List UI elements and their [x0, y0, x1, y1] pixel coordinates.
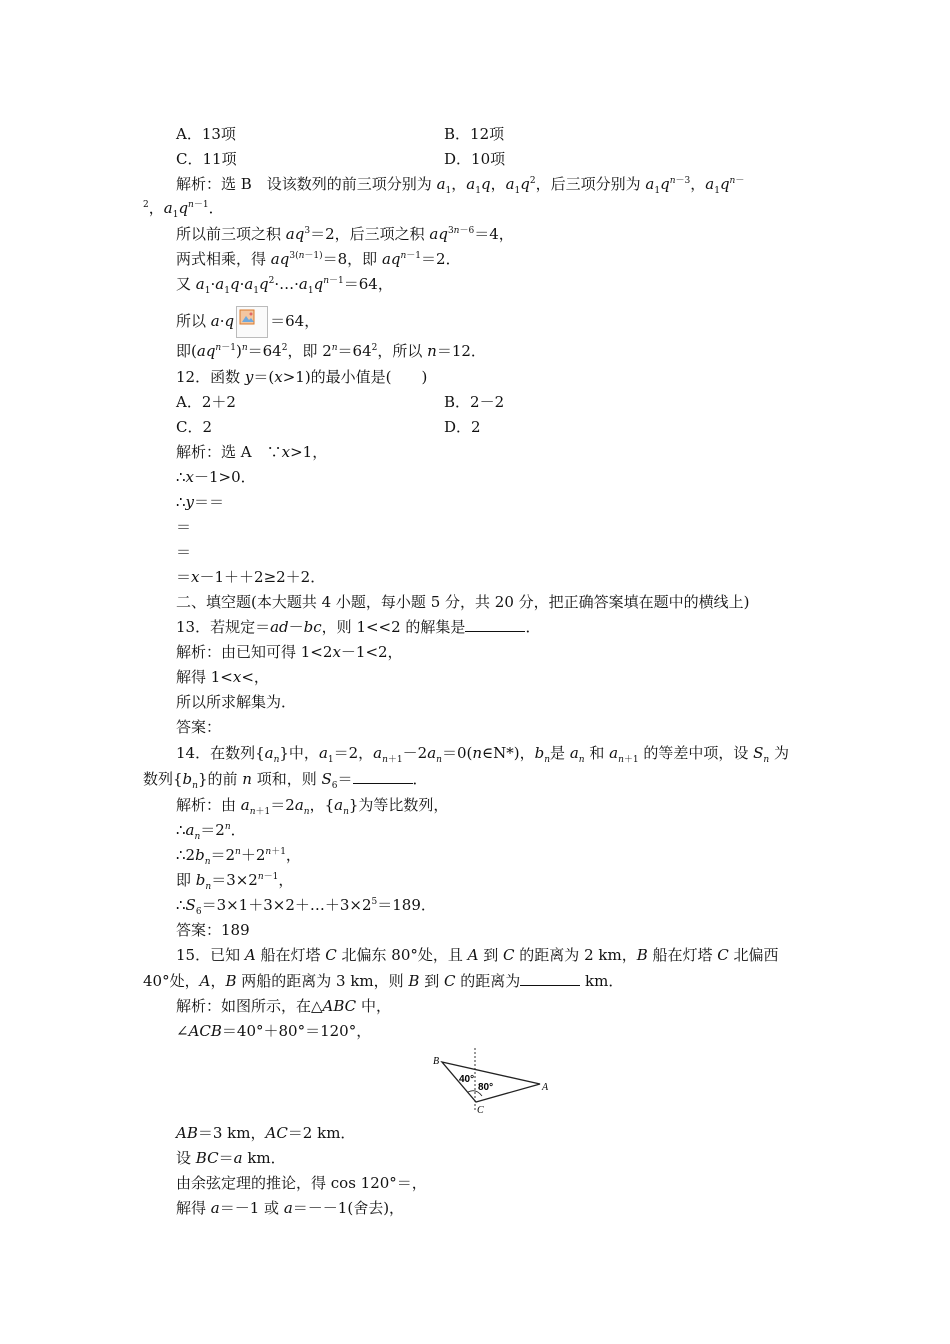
q11-solution-line6: 所以 a·q ＝64，: [176, 306, 319, 338]
q12-solution-line1: 解析：选 A ∵x>1，: [176, 443, 328, 461]
angle-80: 80°: [478, 1082, 494, 1093]
q11-solution-line4: 两式相乘，得 $aq^{3(n-1)}=8$，即 $aq^{n-1}=2$．: [176, 250, 461, 268]
angle-40: 40°: [459, 1074, 475, 1085]
q11-solution-line5: 又 $a_1\cdot a_1q\cdot a_1q^2\cdot\dots\cdot a_1q^{n-1}=64$，: [176, 275, 393, 296]
q14-solution-line3: $\therefore 2b_n=2^n+2^{n+1}$，: [176, 846, 301, 867]
q12-stem: 12．函数 y＝(x>1)的最小值是( ): [176, 368, 428, 386]
q12-solution-line2: ∴x－1>0．: [176, 468, 256, 486]
triangle-figure: [430, 1048, 560, 1122]
label-a: A: [542, 1082, 549, 1093]
q14-solution-line5: $\therefore S_6=3\times 1+3\times 2+\dots+3\times 2^5=189$．: [176, 896, 436, 917]
q12-option-b: B．2－2: [444, 393, 505, 411]
q11-solution-line2: $^2$，$a_1q^{n-1}$．: [143, 199, 224, 220]
q13-stem: 13．若规定＝ad－bc，则 1<<2 的解集是 ．: [176, 618, 541, 636]
q11-option-d: D．10项: [444, 150, 506, 168]
q15-stem-line2: 40°处，A，B 两船的距离为 3 km，则 B 到 C 的距离为 km．: [143, 972, 624, 990]
q15-solution-line6: 解得 a＝－1 或 a＝－－1(舍去)，: [176, 1199, 405, 1217]
q14-stem-line2: 数列$\{b_n\}$的前 n 项和，则 $S_6=$ ．: [143, 770, 428, 791]
q15-solution-line4: 设 BC＝a km．: [176, 1149, 286, 1167]
answer-blank[interactable]: [353, 769, 413, 784]
q15-solution-line5: 由余弦定理的推论，得 cos 120°＝，: [176, 1174, 427, 1192]
q11-solution-line3: 所以前三项之积 $aq^3=2$，后三项之积 $aq^{3n-6}=4$，: [176, 225, 514, 243]
q12-solution-line4: ＝: [176, 518, 192, 536]
q11-option-b: B．12项: [444, 125, 505, 143]
q14-stem-line1: 14．在数列$\{a_n\}$中，$a_1=2$，$a_{n+1}-2a_n=0(n\in N*)$，$b_n$是 $a_n$ 和 $a_{n+1}$ 的等差中项，设 $S_n$ 为: [176, 744, 789, 765]
q15-solution-line3: AB＝3 km，AC＝2 km．: [176, 1124, 356, 1142]
section-heading: 二、填空题(本大题共 4 小题，每小题 5 分，共 20 分，把正确答案填在题中的横线上): [176, 593, 750, 611]
q13-answer: 答案：: [176, 718, 222, 736]
q14-solution-line2: $\therefore a_n=2^n$．: [176, 821, 246, 842]
q13-solution-line2: 解得 1<x<，: [176, 668, 269, 686]
q14-answer: 答案：189: [176, 921, 250, 939]
answer-blank[interactable]: [465, 617, 525, 632]
q12-solution-line3: ∴y＝＝: [176, 493, 225, 511]
q12-solution-line6: ＝x－1＋＋2≥2＋2．: [176, 568, 326, 586]
q11-solution-line7: 即$(aq^{n-1})^n=64^2$，即 $2^n=64^2$，所以 n＝12．: [176, 342, 486, 360]
label-b: B: [433, 1056, 440, 1067]
q12-solution-line5: ＝: [176, 543, 192, 561]
q15-solution-line2: ∠ACB＝40°＋80°＝120°，: [176, 1022, 372, 1040]
answer-blank[interactable]: [520, 971, 580, 986]
q13-solution-line1: 解析：由已知可得 1<2x－1<2，: [176, 643, 403, 661]
q12-option-a: A．2＋2: [176, 393, 236, 411]
label-c: C: [477, 1105, 484, 1116]
q15-solution-line1: 解析：如图所示，在△ABC 中，: [176, 997, 391, 1015]
broken-image-icon: [236, 306, 268, 338]
q11-option-a: A．13项: [176, 125, 236, 143]
q11-solution-line1: 解析：选 B 设该数列的前三项分别为 $a_1$，$a_1q$，$a_1q^2$，后三项分别为 $a_1q^{n-3}$，$a_1q^{n-}$: [176, 175, 745, 196]
q15-stem-line1: 15．已知 A 船在灯塔 C 北偏东 80°处，且 A 到 C 的距离为 2 km，B 船在灯塔 C 北偏西: [176, 946, 779, 964]
q14-solution-line1: 解析：由 $a_{n+1}=2a_n$，$\{a_n\}$为等比数列，: [176, 796, 449, 817]
q12-option-d: D．2: [444, 418, 481, 436]
q13-solution-line3: 所以所求解集为．: [176, 693, 297, 711]
q11-option-c: C．11项: [176, 150, 237, 168]
q12-option-c: C．2: [176, 418, 213, 436]
q14-solution-line4: 即 $b_n=3\times 2^{n-1}$，: [176, 871, 294, 892]
